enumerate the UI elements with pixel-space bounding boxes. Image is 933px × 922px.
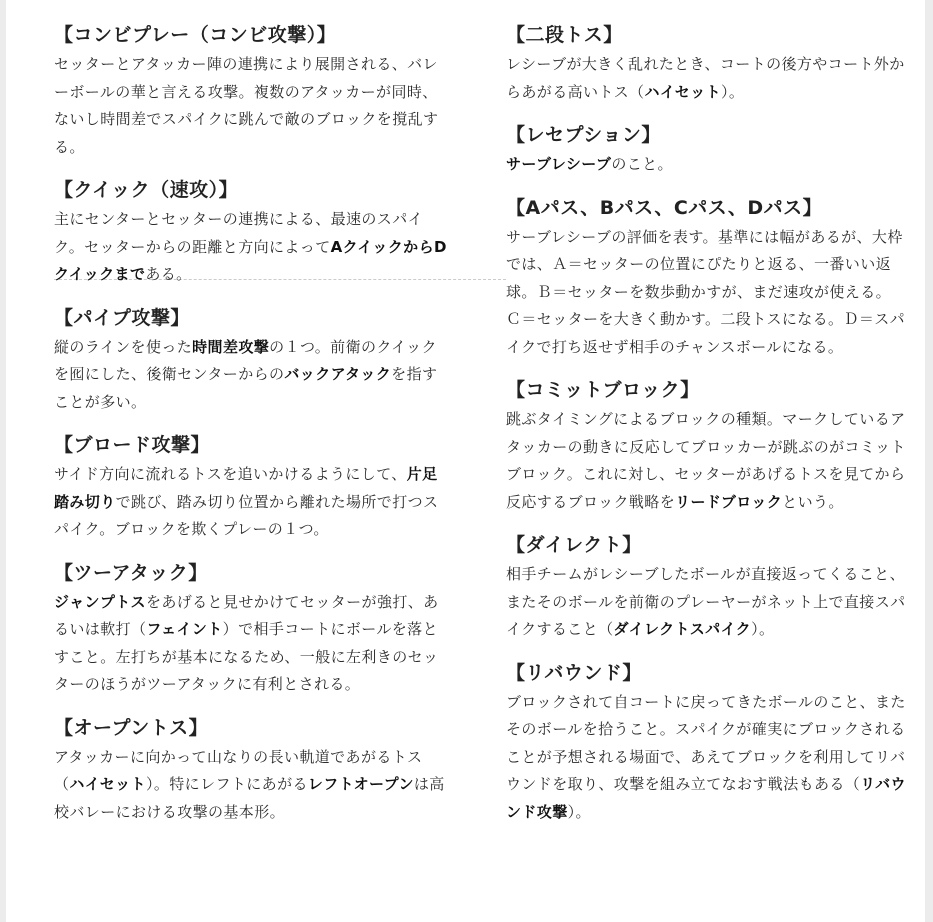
entry-description (506, 561, 906, 644)
entry-description (54, 206, 449, 289)
bold-term: 片足踏み切り (54, 465, 438, 511)
description-text: サイド方向に流れるトスを追いかけるようにして、 (54, 465, 407, 483)
description-text: ）。 (721, 82, 745, 101)
glossary-entry (54, 22, 449, 161)
entry-description (54, 589, 449, 699)
description-text: のこと。 (611, 155, 673, 173)
bold-term: Dクイックまで (54, 237, 447, 283)
glossary-entry (54, 305, 449, 417)
glossary-entry (506, 22, 906, 106)
entry-heading: 【パイプ攻撃】 (54, 306, 190, 329)
description-text: 縦のラインを使った (54, 337, 193, 356)
bold-term: サーブレシーブ (506, 155, 612, 173)
bold-term: リードブロック (675, 492, 783, 511)
description-text: は高校バレーにおける攻撃の基本形。 (54, 775, 445, 821)
glossary-column-right (506, 22, 906, 842)
description-text: アタッカーに向かって山なりの長い軌道であがるトス（ (54, 747, 423, 793)
description-text: で跳び、踏み切り位置から離れた場所で打つスパイク。ブロックを欺くプレーの１つ。 (54, 492, 439, 538)
description-text: をあげると見せかけてセッターが強打、あるいは軟打（ (54, 592, 439, 638)
bold-term: Aクイックから (330, 237, 434, 256)
description-text: サーブレシーブの評価を表す。基準には幅があるが、大枠では、Ａ＝セッターの位置にぴたりと返る、一番いい返球。Ｂ＝セッターを数歩動かすが、まだ速攻が使える。Ｃ＝セッターを大きく動かす。二段トスになる。Ｄ＝スパイクで打ち返せず相手のチャンスボールになる。 (506, 227, 906, 356)
description-text: の１つ。前衛のクイックを囮にした、後衛センターからの (54, 337, 437, 383)
glossary-entry (506, 532, 906, 644)
glossary-entry (54, 560, 449, 699)
description-text: という。 (782, 492, 844, 511)
description-text: 主にセンターとセッターの連携による、最速のスパイク。セッターからの距離と方向によって (54, 210, 424, 256)
bold-term: バックアタック (284, 365, 392, 383)
bold-term: リバウンド攻撃 (506, 775, 906, 821)
entry-heading: 【クイック（速攻）】 (54, 179, 239, 201)
description-text: セッターとアタッカー陣の連携により展開される、バレーボールの華と言える攻撃。複数のアタッカーが同時、ないし時間差でスパイクに跳んで敵のブロックを撹乱する。 (54, 55, 439, 156)
description-text: ）。特にレフトにあがる (145, 775, 308, 793)
description-text: 跳ぶタイミングによるブロックの種類。マークしているアタッカーの動きに反応してブロッカーが跳ぶのがコミットブロック。これに対し、セッターがあげるトスを見てから反応するブロック戦略を (506, 410, 906, 511)
entry-heading: 【Aパス、Bパス、Cパス、Dパス】 (506, 196, 823, 219)
entry-heading: 【リバウンド】 (506, 661, 642, 684)
entry-description (54, 334, 449, 417)
entry-description (506, 224, 906, 362)
entry-heading: 【レセプション】 (506, 124, 661, 146)
glossary-entry (54, 715, 449, 827)
entry-description (506, 51, 906, 106)
entry-description (54, 744, 449, 827)
description-text: ある。 (145, 265, 192, 283)
glossary-entry (506, 660, 906, 827)
bold-term: レフトオープン (307, 775, 414, 793)
description-text: 相手チームがレシーブしたボールが直接返ってくること、またそのボールを前衛のプレーヤーがネット上で直接スパイクすること（ (506, 565, 906, 638)
entry-heading: 【コンビプレー（コンビ攻撃）】 (54, 24, 337, 46)
description-text: ）。 (751, 620, 775, 638)
entry-heading: 【オープントス】 (54, 716, 209, 739)
glossary-entry (506, 122, 906, 179)
description-text: レシーブが大きく乱れたとき、コートの後方やコート外からあがる高いトス（ (506, 55, 905, 101)
description-text: ）。 (567, 802, 591, 821)
glossary-entry (506, 195, 906, 362)
entry-heading: 【ダイレクト】 (506, 534, 642, 556)
glossary-entry (54, 177, 449, 289)
bold-term: ダイレクトスパイク (613, 620, 752, 638)
entry-description (506, 689, 906, 827)
entry-description (506, 151, 906, 179)
description-text: ）で相手コートにボールを落とすこと。左打ちが基本になるため、一般に左利きのセッターのほうがツーアタックに有利とされる。 (54, 620, 439, 693)
entry-heading: 【ブロード攻撃】 (54, 434, 211, 456)
entry-description (506, 406, 906, 516)
description-text: を指すことが多い。 (54, 365, 438, 411)
bold-term: 時間差攻撃 (192, 337, 270, 356)
bold-term: ハイセット (644, 82, 722, 101)
glossary-entry (54, 432, 449, 544)
entry-description (54, 461, 449, 544)
bold-term: ハイセット (69, 775, 146, 793)
glossary-entry (506, 377, 906, 516)
entry-heading: 【コミットブロック】 (506, 379, 700, 401)
bold-term: フェイント (146, 620, 223, 638)
entry-description (54, 51, 449, 161)
entry-heading: 【ツーアタック】 (54, 561, 208, 584)
glossary-page (6, 0, 925, 922)
bold-term: ジャンプトス (54, 592, 146, 611)
entry-heading: 【二段トス】 (506, 24, 623, 46)
description-text: ブロックされて自コートに戻ってきたボールのこと、またそのボールを拾うこと。スパイクが確実にブロックされることが予想される場面で、あえてブロックを利用してリバウンドを取り、攻撃を組み立てなおす戦法もある（ (506, 692, 906, 793)
glossary-column-left (54, 22, 449, 842)
